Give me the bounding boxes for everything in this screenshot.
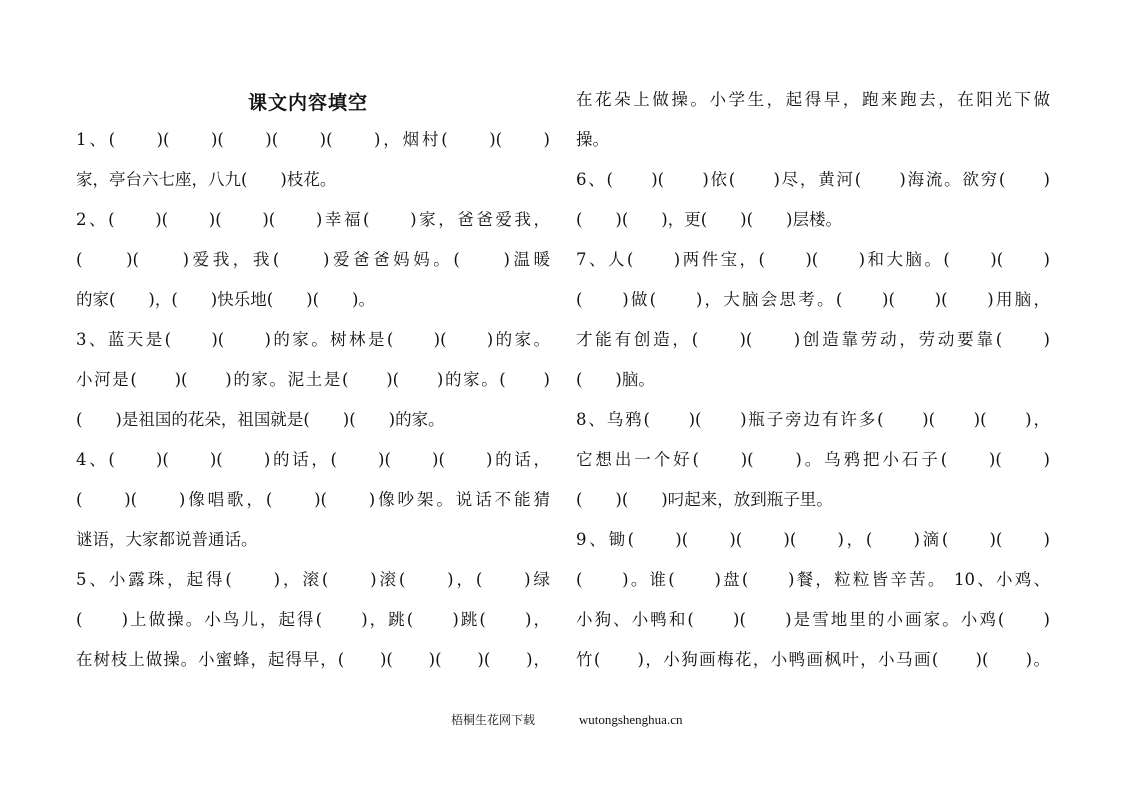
text-line: ( )是祖国的花朵，祖国就是( )( )的家。 xyxy=(76,410,445,429)
text-line: 谜语，大家都说普通话。 xyxy=(76,530,258,549)
text-line: ( )( )叼起来，放到瓶子里。 xyxy=(576,490,833,509)
text-line: 在花朵上做操。小学生，起得早，跑来跑去，在阳光下做 xyxy=(576,90,1050,109)
page-title: 课文内容填空 xyxy=(248,92,369,114)
text-line: ( )脑。 xyxy=(576,370,655,389)
text-line: 家，亭台六七座，八九( )枝花。 xyxy=(76,170,337,189)
text-line: 它想出一个好( )( )。乌鸦把小石子( )( ) xyxy=(576,450,1050,469)
text-line: 小狗、小鸭和( )( )是雪地里的小画家。小鸡( ) xyxy=(576,610,1050,629)
text-line: 2、( )( )( )( )幸福( )家，爸爸爱我， xyxy=(76,210,550,229)
text-line: 9、锄( )( )( )( )，( )滴( )( ) xyxy=(576,530,1050,549)
text-line: 6、( )( )依( )尽，黄河( )海流。欲穷( ) xyxy=(576,170,1050,189)
text-line: 竹( )，小狗画梅花，小鸭画枫叶，小马画( )( )。 xyxy=(576,650,1050,669)
text-line: ( )( )像唱歌，( )( )像吵架。说话不能猜 xyxy=(76,490,550,509)
text-line: 4、( )( )( )的话，( )( )( )的话， xyxy=(76,450,550,469)
text-line: ( )。谁( )盘( )餐，粒粒皆辛苦。 10、小鸡、 xyxy=(576,570,1050,589)
text-line: ( )( )爱我，我( )爱爸爸妈妈。( )温暖 xyxy=(76,250,550,269)
footer xyxy=(451,711,682,728)
text-line: 才能有创造，( )( )创造靠劳动，劳动要靠( ) xyxy=(576,330,1050,349)
text-line: 5、小露珠，起得( )，滚( )滚( )，( )绿 xyxy=(76,570,550,589)
text-line: 3、蓝天是( )( )的家。树林是( )( )的家。 xyxy=(76,330,550,349)
text-line: 7、人( )两件宝，( )( )和大脑。( )( ) xyxy=(576,250,1050,269)
text-line: 小河是( )( )的家。泥土是( )( )的家。( ) xyxy=(76,370,550,389)
text-line: 的家( )，( )快乐地( )( )。 xyxy=(76,290,375,309)
footer-site-url: wutongshenghua.cn xyxy=(578,712,683,727)
text-line: 8、乌鸦( )( )瓶子旁边有许多( )( )( )， xyxy=(576,410,1050,429)
text-line: 操。 xyxy=(576,130,609,149)
text-line: ( )做( )，大脑会思考。( )( )( )用脑， xyxy=(576,290,1050,309)
text-line: 在树枝上做操。小蜜蜂，起得早，( )( )( )( )， xyxy=(76,650,550,669)
footer-site-name: 梧桐生花网下载 xyxy=(451,713,536,727)
text-line: ( )( )，更( )( )层楼。 xyxy=(576,210,842,229)
text-line: 1、( )( )( )( )( )，烟村( )( ) xyxy=(76,130,550,149)
text-line: ( )上做操。小鸟儿，起得( )，跳( )跳( )， xyxy=(76,610,550,629)
